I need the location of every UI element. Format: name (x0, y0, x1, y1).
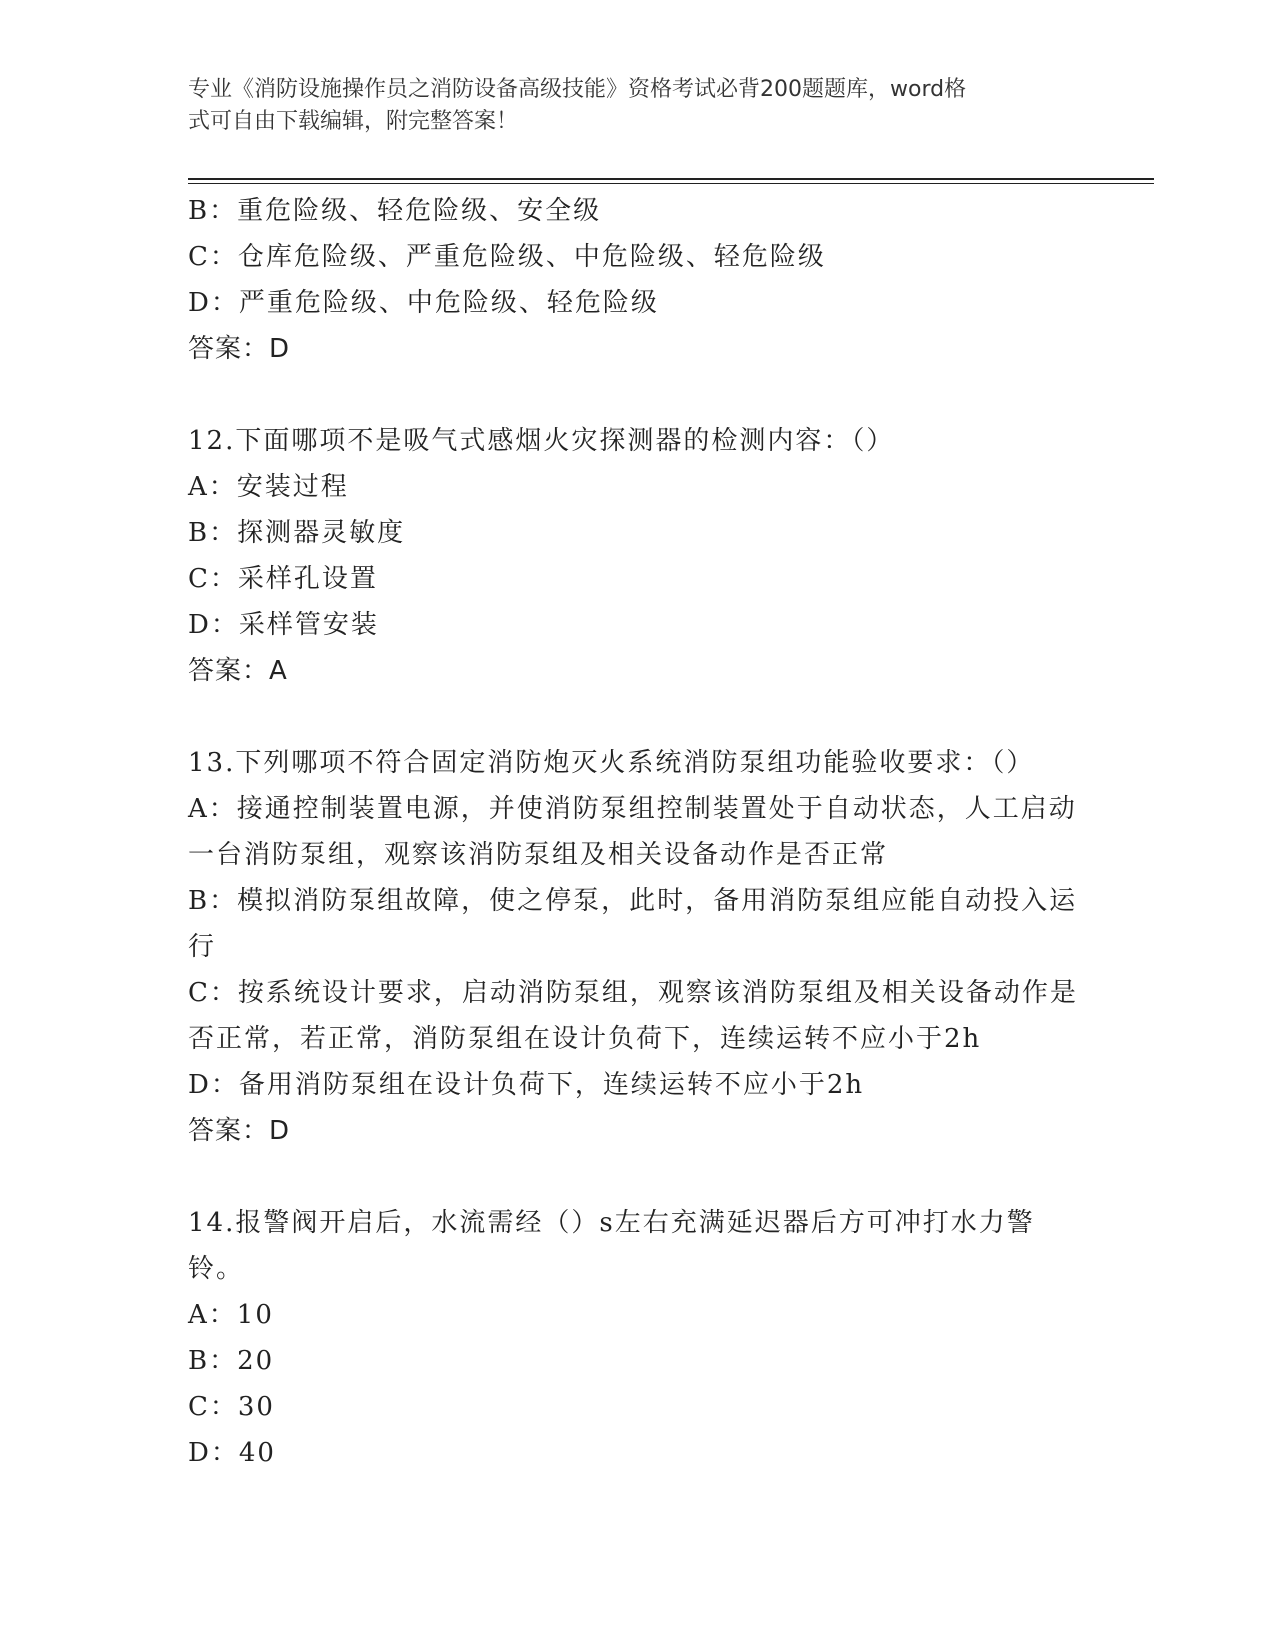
question-stem: 12.下面哪项不是吸气式感烟火灾探测器的检测内容：（） (188, 426, 895, 456)
option-c: C：采样孔设置 (188, 564, 378, 594)
option-c: C：仓库危险级、严重危险级、中危险级、轻危险级 (188, 242, 826, 272)
option-c: C：30 (188, 1392, 275, 1422)
header-line-1: 专业《消防设施操作员之消防设备高级技能》资格考试必背200题题库，word格 (188, 77, 967, 102)
question-14 (188, 1200, 1088, 1476)
option-a: A：10 (188, 1300, 274, 1330)
question-13 (188, 740, 1088, 1154)
option-d: D：严重危险级、中危险级、轻危险级 (188, 288, 659, 318)
option-a: A：接通控制装置电源，并使消防泵组控制装置处于自动状态，人工启动一台消防泵组，观察该消防泵组及相关设备动作是否正常 (188, 794, 1077, 870)
question-content (188, 188, 1088, 1476)
spacer (188, 1154, 1088, 1200)
header-line-2: 式可自由下载编辑，附完整答案！ (188, 109, 519, 134)
option-d: D：40 (188, 1438, 276, 1468)
question-stem: 13.下列哪项不符合固定消防炮灭火系统消防泵组功能验收要求：（） (188, 748, 1035, 778)
option-d: D：备用消防泵组在设计负荷下，连续运转不应小于2h (188, 1070, 865, 1100)
answer: 答案：D (188, 1116, 291, 1146)
header-rule-thin (188, 183, 1154, 184)
option-b: B：重危险级、轻危险级、安全级 (188, 196, 602, 226)
answer: 答案：D (188, 334, 291, 364)
option-d: D：采样管安装 (188, 610, 379, 640)
answer: 答案：A (188, 656, 288, 686)
question-11-continued (188, 188, 1088, 372)
option-b: B：20 (188, 1346, 275, 1376)
option-b: B：探测器灵敏度 (188, 518, 406, 548)
option-c: C：按系统设计要求，启动消防泵组，观察该消防泵组及相关设备动作是否正常，若正常，消防泵组在设计负荷下，连续运转不应小于2h (188, 978, 1078, 1054)
spacer (188, 372, 1088, 418)
document-header (188, 74, 1068, 138)
question-12 (188, 418, 1088, 694)
spacer (188, 694, 1088, 740)
header-rule-thick (188, 178, 1154, 180)
option-b: B：模拟消防泵组故障，使之停泵，此时，备用消防泵组应能自动投入运行 (188, 886, 1078, 962)
question-stem: 14.报警阀开启后，水流需经（）s左右充满延迟器后方可冲打水力警铃。 (188, 1208, 1035, 1284)
option-a: A：安装过程 (188, 472, 349, 502)
